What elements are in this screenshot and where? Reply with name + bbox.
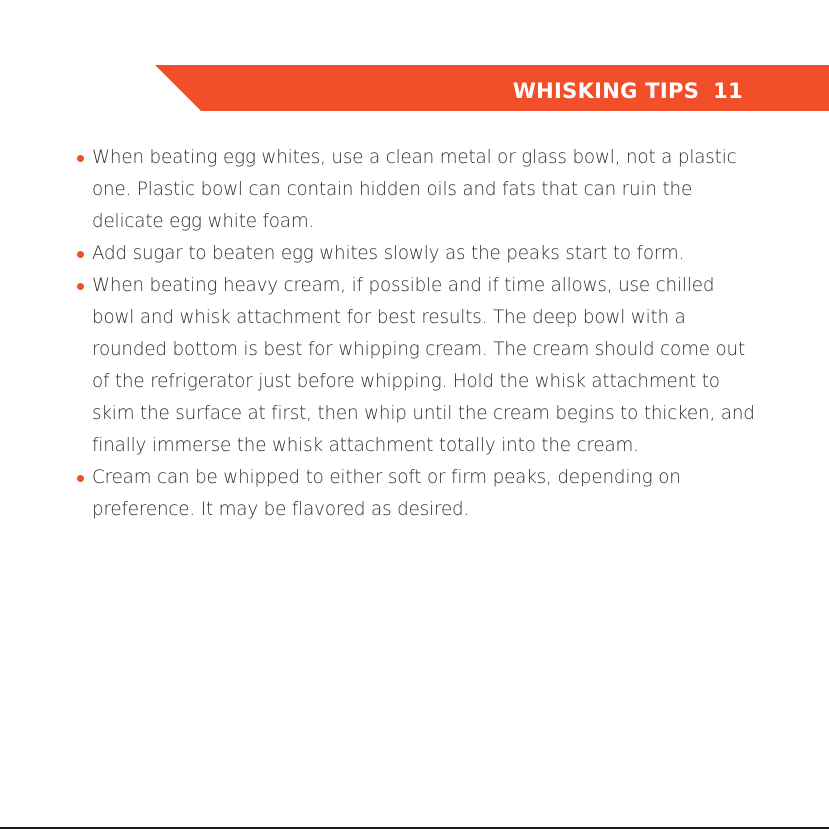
section-title: WHISKING TIPS — [512, 79, 700, 103]
header-banner — [0, 65, 829, 111]
bullet-icon — [77, 155, 84, 162]
list-item — [76, 270, 756, 462]
tip-text: When beating heavy cream, if possible and if time allows, use chilled bowl and whisk attachment for best results. The deep bowl with a rounded bottom is best for whipping cream. The cream should come out of the refrigerator just before whipping. Hold the whisk attachment to skim the surface at first, then whip until the cream begins to thicken, and finally immerse the whisk attachment totally into the cream. — [92, 275, 755, 456]
list-item — [76, 238, 756, 270]
bullet-icon — [77, 251, 84, 258]
page-header — [513, 65, 743, 111]
bullet-icon — [77, 475, 84, 482]
tip-text: Cream can be whipped to either soft or firm peaks, depending on preference. It may be flavored as desired. — [92, 467, 681, 520]
list-item — [76, 462, 756, 526]
tips-list — [76, 142, 756, 526]
tip-text: Add sugar to beaten egg whites slowly as the peaks start to form. — [92, 243, 685, 264]
list-item — [76, 142, 756, 238]
tip-text: When beating egg whites, use a clean metal or glass bowl, not a plastic one. Plastic bowl can contain hidden oils and fats that can ruin the delicate egg white foam. — [92, 147, 737, 232]
page-number: 11 — [713, 79, 743, 103]
bullet-icon — [77, 283, 84, 290]
